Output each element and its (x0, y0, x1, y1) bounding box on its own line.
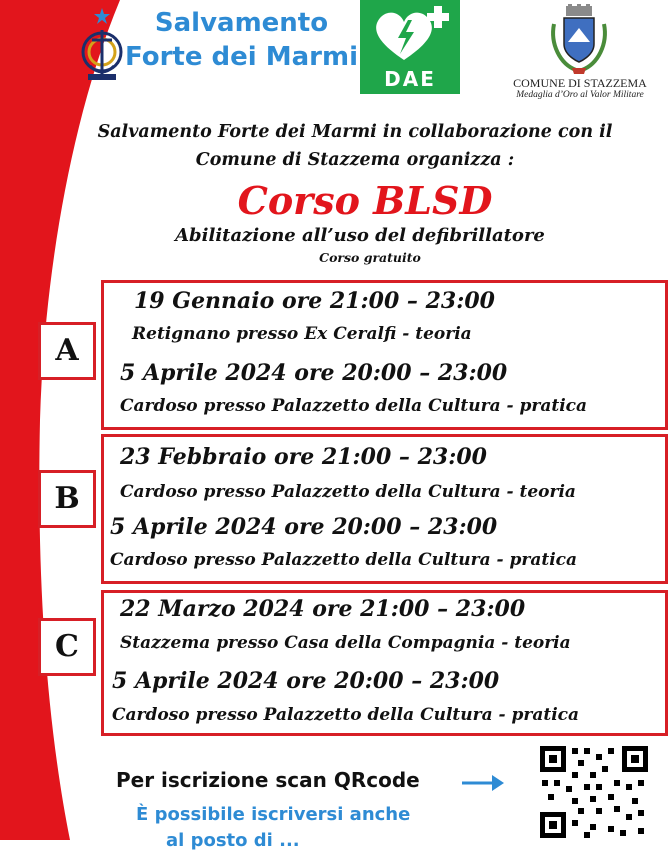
intro-line1: Salvamento Forte dei Marmi in collaborazione con il (97, 122, 613, 142)
comune-name: COMUNE DI STAZZEMA (513, 76, 647, 90)
course-title: Corso BLSD (237, 178, 493, 223)
session-b-place1: Cardoso presso Palazzetto della Cultura - teoria (120, 482, 576, 502)
course-subtitle: Abilitazione all’uso del defibrillatore (175, 225, 545, 246)
org-title-line2: Forte dei Marmi (125, 42, 358, 72)
qr-code-icon[interactable] (538, 744, 650, 840)
org-title (124, 6, 359, 74)
session-c-date1: 22 Marzo 2024 ore 21:00 – 23:00 (120, 596, 526, 622)
session-a-place1: Retignano presso Ex Ceralfi - teoria (132, 324, 472, 344)
org-title-line1: Salvamento (154, 8, 329, 38)
session-a-place2: Cardoso presso Palazzetto della Cultura - pratica (120, 396, 588, 416)
session-b-date1: 23 Febbraio ore 21:00 – 23:00 (120, 444, 487, 470)
session-a-date1: 19 Gennaio ore 21:00 – 23:00 (134, 288, 495, 314)
registration-alt-line2: al posto di ... (166, 830, 300, 851)
session-a-date2: 5 Aprile 2024 ore 20:00 – 23:00 (120, 360, 508, 386)
coat-of-arms-icon (548, 4, 610, 76)
registration-alt-line1: È possibile iscriversi anche (136, 804, 411, 825)
session-b-date2: 5 Aprile 2024 ore 20:00 – 23:00 (110, 514, 498, 540)
session-b-place2: Cardoso presso Palazzetto della Cultura - pratica (110, 550, 578, 570)
lifeguard-anchor-logo (80, 6, 124, 86)
session-label-b: B (38, 470, 96, 528)
session-label-c: C (38, 618, 96, 676)
comune-motto: Medaglia d’Oro al Valor Militare (516, 90, 644, 100)
intro-text (40, 118, 670, 174)
dae-label: DAE (384, 67, 436, 91)
session-c-place1: Stazzema presso Casa della Compagnia - teoria (120, 633, 571, 653)
session-c-date2: 5 Aprile 2024 ore 20:00 – 23:00 (112, 668, 500, 694)
session-label-a: A (38, 322, 96, 380)
session-c-place2: Cardoso presso Palazzetto della Cultura - pratica (112, 705, 580, 725)
intro-line2: Comune di Stazzema organizza : (195, 150, 515, 170)
registration-text: Per iscrizione scan QRcode (116, 768, 420, 792)
arrow-right-icon (460, 772, 506, 794)
course-note: Corso gratuito (319, 250, 421, 265)
